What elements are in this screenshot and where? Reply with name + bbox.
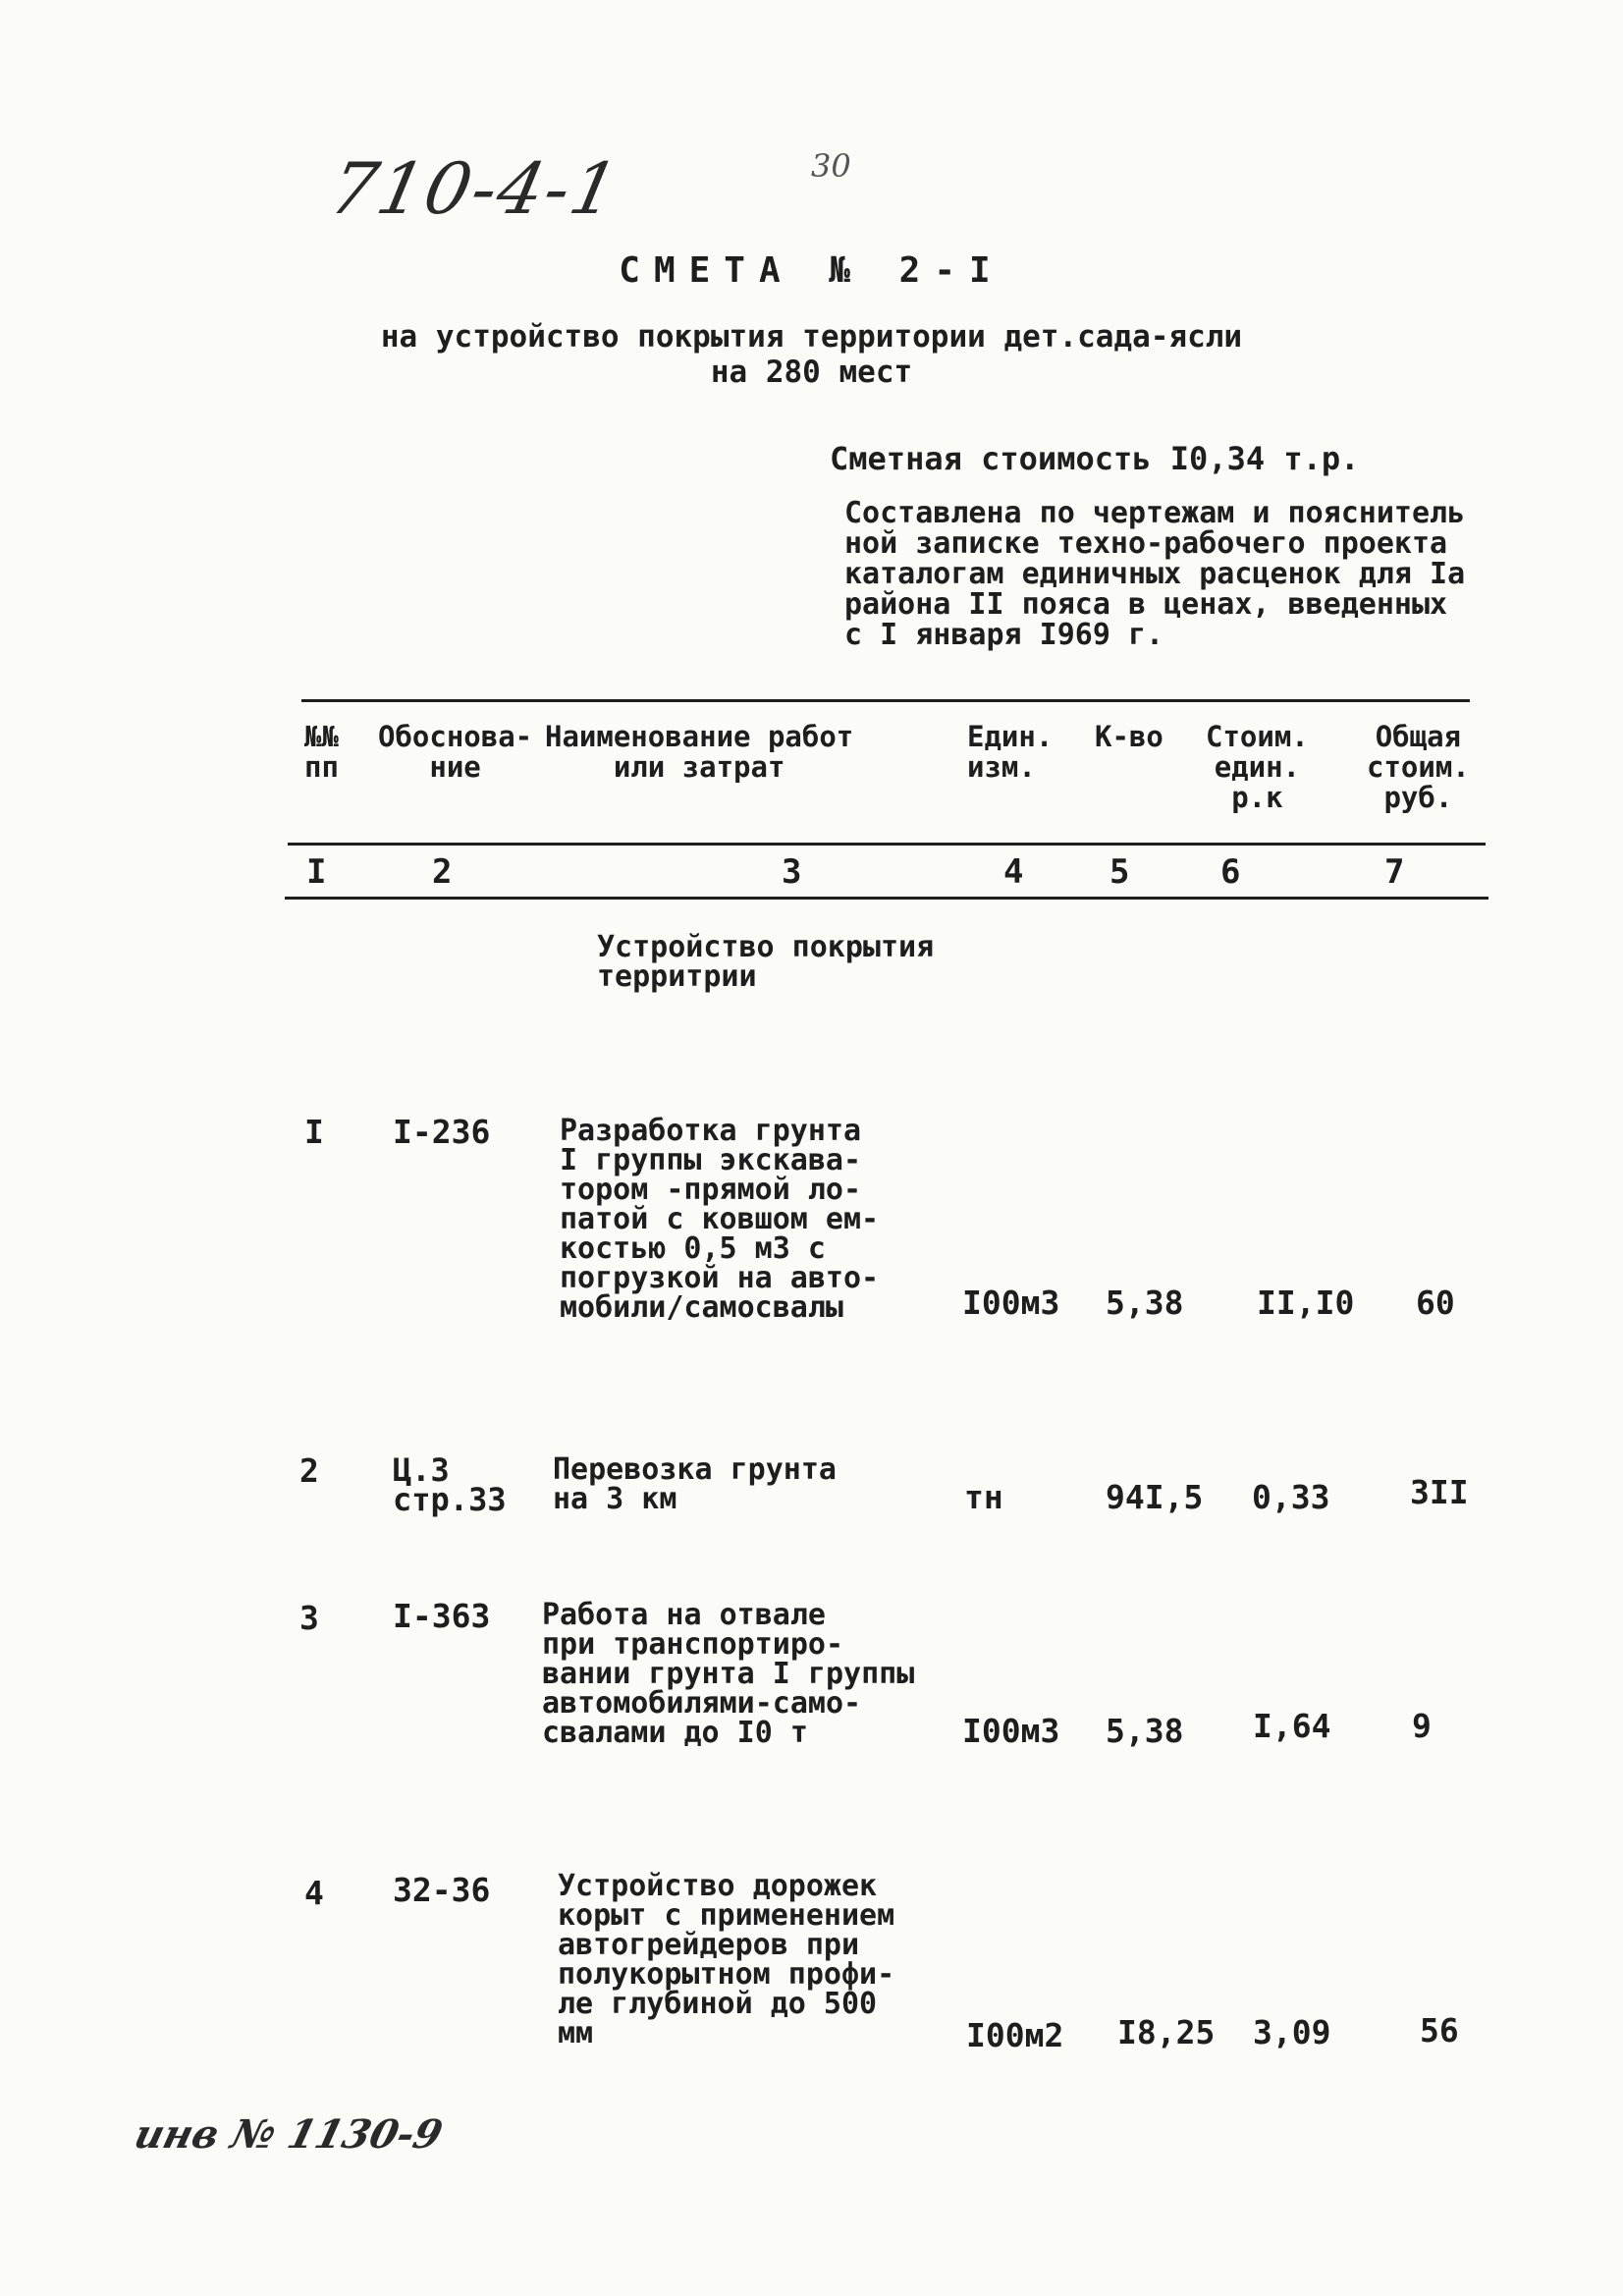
row-2-quantity: 94I,5 <box>1106 1478 1204 1516</box>
estimate-subtitle-line1: на устройство покрытия территории дет.сада-ясли <box>380 319 1243 355</box>
row-1-total: 60 <box>1416 1284 1455 1322</box>
row-2-name: Перевозка грунта на 3 км <box>553 1452 837 1516</box>
header-work-name: Наименование работ или затрат <box>545 720 854 784</box>
column-number-6: 6 <box>1220 852 1241 892</box>
inventory-number: инв № 1130-9 <box>130 2111 448 2158</box>
row-3-basis: I-363 <box>393 1597 491 1635</box>
section-title: Устройство покрытия территрии <box>597 930 935 994</box>
estimate-title: СМЕТА № 2-I <box>619 250 1004 291</box>
row-1-name: Разработка грунта I группы экскава- тором -прямой ло- патой с ковшом ем- костью 0,5 м3 с погрузкой на авто- мобили/самосвалы <box>560 1114 880 1325</box>
row-2-unit: тн <box>964 1478 1003 1516</box>
column-number-4: 4 <box>1003 852 1024 892</box>
column-number-7: 7 <box>1384 852 1405 892</box>
row-2-number: 2 <box>299 1451 319 1490</box>
row-2-basis: Ц.3 стр.33 <box>393 1451 507 1518</box>
header-total-cost: Общая стоим. руб. <box>1367 720 1470 814</box>
row-4-basis: 32-36 <box>393 1871 491 1909</box>
column-number-3: 3 <box>782 852 802 892</box>
row-1-unit: I00м3 <box>962 1284 1060 1322</box>
page-number: 30 <box>811 147 851 185</box>
row-4-unit-cost: 3,09 <box>1253 2013 1331 2051</box>
row-1-quantity: 5,38 <box>1106 1284 1184 1322</box>
row-1-number: I <box>304 1113 324 1151</box>
row-2-total: 3II <box>1410 1473 1469 1511</box>
row-3-unit-cost: I,64 <box>1253 1707 1331 1745</box>
row-3-number: 3 <box>299 1599 319 1637</box>
row-4-number: 4 <box>304 1874 324 1912</box>
row-4-name: Устройство дорожек корыт с применением автогрейдеров при полукорытном профи- ле глубиной до 500 мм <box>558 1869 895 2050</box>
row-3-name: Работа на отвале при транспортиро- вании грунта I группы автомобилями-само- свалами до I0 т <box>542 1598 915 1750</box>
column-number-1: I <box>306 852 327 892</box>
row-2-unit-cost: 0,33 <box>1252 1478 1330 1516</box>
row-1-basis: I-236 <box>393 1113 491 1151</box>
header-row-number: №№ пп <box>304 720 339 784</box>
estimated-cost: Сметная стоимость I0,34 т.р. <box>830 440 1360 477</box>
row-4-unit: I00м2 <box>966 2016 1064 2054</box>
column-numbers-rule <box>285 897 1488 900</box>
document-code: 710-4-1 <box>323 147 627 230</box>
compilation-note: Составлена по чертежам и пояснитель ной записке техно-рабочего проекта каталогам единичных расценок для Iа района II пояса в ценах, введенных с I января I969 г. <box>844 496 1466 652</box>
estimate-subtitle-line2: на 280 мест <box>710 355 913 390</box>
header-quantity: К-во <box>1095 720 1163 753</box>
row-4-quantity: I8,25 <box>1117 2013 1216 2051</box>
column-number-2: 2 <box>432 852 453 892</box>
row-4-total: 56 <box>1420 2011 1459 2050</box>
header-unit-cost: Стоим. един. р.к <box>1206 720 1309 814</box>
header-bottom-rule <box>288 843 1486 846</box>
row-3-total: 9 <box>1412 1707 1432 1745</box>
row-1-unit-cost: II,I0 <box>1257 1284 1355 1322</box>
header-unit: Един. изм. <box>967 720 1054 784</box>
column-number-5: 5 <box>1109 852 1130 892</box>
header-basis: Обоснова- ние <box>378 720 533 784</box>
row-3-unit: I00м3 <box>962 1712 1060 1750</box>
table-top-rule <box>301 699 1470 702</box>
row-3-quantity: 5,38 <box>1106 1712 1184 1750</box>
